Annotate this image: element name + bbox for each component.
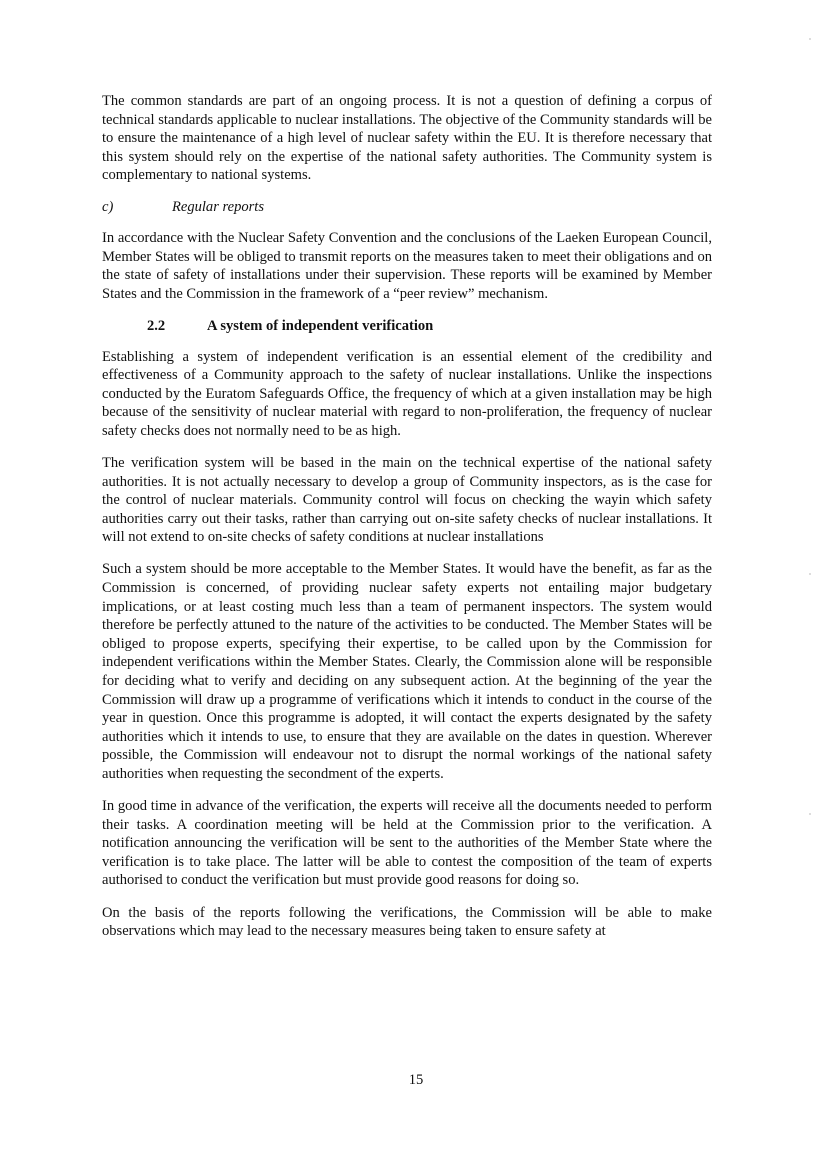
paragraph-observations: On the basis of the reports following the verifications, the Commission will be able to make observations which may lead to the necessary measures being taken to ensure safety at: [102, 904, 712, 940]
section-title: A system of independent verification: [207, 317, 434, 334]
page-number: 15: [408, 1072, 424, 1088]
paragraph-verification-credibility: Establishing a system of independent verification is an essential element of the credibility and effectiveness of a Community approach to the safety of nuclear installations. Unlike the inspections conducted by the Euratom Safeguards Office, the frequency of which at a given installation may be high because of the sensitivity of nuclear material with regard to non-proliferation, the frequency of nuclear safety checks does not normally need to be as high.: [102, 348, 712, 439]
subsection-heading-regular-reports: [102, 198, 712, 217]
subsection-label: c): [102, 199, 114, 216]
scan-edge-mark: [809, 813, 811, 815]
page-body: [102, 92, 712, 954]
scan-edge-mark: [809, 38, 811, 40]
paragraph-regular-reports: In accordance with the Nuclear Safety Convention and the conclusions of the Laeken European Council, Member States will be obliged to transmit reports on the measures taken to meet their obligations and on the state of safety of installations under their supervision. These reports will be examined by Member States and the Commission in the framework of a “peer review” mechanism.: [102, 230, 712, 302]
paragraph-advance-preparation: In good time in advance of the verification, the experts will receive all the documents needed to perform their tasks. A coordination meeting will be held at the Commission prior to the verification. A notification announcing the verification will be sent to the authorities of the Member State where the verification is to take place. The latter will be able to contest the composition of the team of experts authorised to conduct the verification but must provide good reasons for doing so.: [102, 798, 712, 889]
section-heading-2-2: [102, 317, 712, 336]
paragraph-acceptability: Such a system should be more acceptable to the Member States. It would have the benefit, as far as the Commission is concerned, of providing nuclear safety experts not entailing major budgetary implications, or at least costing much less than a team of permanent inspectors. The system would therefore be perfectly attuned to the nature of the activities to be conducted. The Member States will be obliged to propose experts, specifying their expertise, to be called upon by the Commission for independent verifications within the Member States. Clearly, the Commission alone will be responsible for deciding what to verify and deciding on any subsequent action. At the beginning of the year the Commission will draw up a programme of verifications which it intends to conduct in the course of the year in question. Once this programme is adopted, it will contact the experts designated by the safety authorities which it intends to use, to ensure that they are available on the dates in question. Wherever possible, the Commission will endeavour not to disrupt the normal workings of the national safety authorities when requesting the secondment of the experts.: [102, 561, 712, 782]
paragraph-verification-system: The verification system will be based in the main on the technical expertise of the national safety authorities. It is not actually necessary to develop a group of Community inspectors, as is the case for the control of nuclear materials. Community control will focus on checking the wayin which safety authorities carry out their tasks, rather than carrying out on-site safety checks of nuclear installations. It will not extend to on-site checks of safety conditions at nuclear installations: [102, 455, 712, 546]
scan-edge-mark: [809, 573, 811, 575]
section-number: 2.2: [147, 317, 166, 334]
paragraph-common-standards: The common standards are part of an ongoing process. It is not a question of defining a corpus of technical standards applicable to nuclear installations. The objective of the Community standards will be to ensure the maintenance of a high level of nuclear safety within the EU. It is therefore necessary that this system should rely on the expertise of the national safety authorities. The Community system is complementary to national systems.: [102, 93, 712, 184]
subsection-title: Regular reports: [172, 199, 264, 216]
